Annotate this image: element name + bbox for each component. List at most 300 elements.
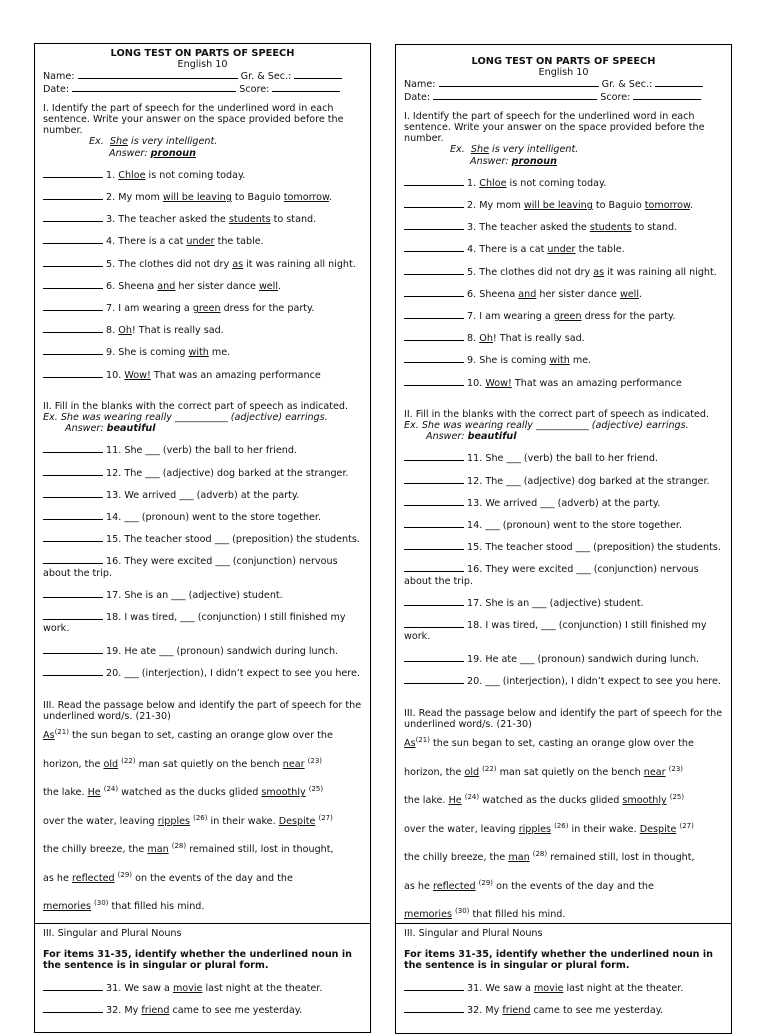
test-title: LONG TEST ON PARTS OF SPEECH <box>110 48 295 59</box>
item-number: (26) <box>554 821 569 830</box>
item-number: (28) <box>532 850 548 859</box>
question-item <box>43 645 362 657</box>
question-item <box>404 266 723 278</box>
passage-text: that filled his mind. <box>469 909 566 921</box>
question-item <box>43 191 362 203</box>
answer-blank[interactable] <box>404 266 464 275</box>
passage-text: the chilly breeze, the <box>404 852 509 864</box>
question-text: to Baguio <box>592 200 645 212</box>
underlined-word: movie <box>533 982 564 994</box>
answer-blank[interactable] <box>404 982 464 991</box>
passage-line <box>43 813 362 845</box>
answer-blank[interactable] <box>43 235 103 244</box>
question-item <box>404 497 723 509</box>
question-text: Sheena <box>118 280 158 292</box>
question-item <box>43 589 362 601</box>
answer-blank[interactable] <box>43 645 103 654</box>
passage-text: on the events of the day and the <box>493 880 654 892</box>
question-item <box>404 653 723 665</box>
answer-blank[interactable] <box>43 533 103 542</box>
part2-example: Ex. She was wearing really ___________ (adjective) earrings. <box>43 412 328 424</box>
question-number: 11. <box>103 445 125 457</box>
answer-blank[interactable] <box>404 519 464 528</box>
passage-line <box>404 764 723 796</box>
item-number: (26) <box>193 813 208 822</box>
question-item <box>404 675 723 687</box>
question-item <box>404 541 723 553</box>
question-item <box>404 288 723 300</box>
part1-example-answer: Answer: pronoun <box>470 155 557 167</box>
part1-example: Ex. She is very intelligent. <box>89 136 218 148</box>
item-number: (25) <box>669 793 685 802</box>
question-text: to stand. <box>631 222 678 234</box>
question-item <box>43 467 362 479</box>
item-number: (27) <box>318 813 333 822</box>
question-number: 13. <box>464 497 486 509</box>
answer-blank[interactable] <box>404 475 464 484</box>
question-text: She is an ___ (adjective) student. <box>485 597 644 609</box>
underlined-word: Chloe <box>118 169 146 181</box>
name-label: Name: <box>404 79 436 91</box>
question-text: is not coming today. <box>506 177 607 189</box>
answer-blank[interactable] <box>43 467 103 476</box>
underlined-word: man <box>147 844 169 856</box>
passage-text: remained still, lost in thought, <box>547 852 695 864</box>
question-item <box>404 452 723 464</box>
question-text: They were excited ___ (conjunction) nervous about the trip. <box>43 556 338 579</box>
item-number: (30) <box>94 899 109 908</box>
underlined-word: Wow! <box>124 369 151 381</box>
question-number: 32. <box>464 1004 486 1016</box>
question-number: 10. <box>464 377 486 389</box>
underlined-word: under <box>186 236 215 248</box>
question-text: Sheena <box>479 288 519 300</box>
part1-items <box>43 169 362 381</box>
underlined-word: near <box>643 766 666 778</box>
underlined-word: old <box>103 758 119 770</box>
question-text: She is coming <box>118 347 189 359</box>
underlined-word: memories <box>404 909 452 921</box>
question-number: 15. <box>103 534 125 546</box>
question-text: ! That is really sad. <box>131 325 224 337</box>
answer-blank[interactable] <box>43 258 103 267</box>
question-item <box>404 982 723 994</box>
answer-blank[interactable] <box>43 511 103 520</box>
name-field[interactable] <box>439 78 599 87</box>
part4-instruction: For items 31-35, identify whether the underlined noun in the sentence is in singular or plural form. <box>43 949 352 972</box>
question-number: 19. <box>103 645 125 657</box>
test-title: LONG TEST ON PARTS OF SPEECH <box>471 56 656 67</box>
underlined-word: as <box>593 266 605 278</box>
underlined-word: students <box>589 222 632 234</box>
question-item <box>43 489 362 501</box>
question-text: We arrived ___ (adverb) at the party. <box>124 489 300 501</box>
question-number: 5. <box>464 266 480 278</box>
score-field[interactable] <box>633 91 701 100</box>
underlined-word: Chloe <box>479 177 507 189</box>
underlined-word: Wow! <box>485 377 512 389</box>
question-text: the table. <box>214 236 264 248</box>
gr-sec-label: Gr. & Sec.: <box>601 79 653 91</box>
question-text: I am wearing a <box>118 303 193 315</box>
question-number: 3. <box>103 214 119 226</box>
question-number: 9. <box>103 347 119 359</box>
question-text: . <box>639 288 643 300</box>
item-number: (22) <box>482 764 497 773</box>
question-number: 18. <box>464 620 486 632</box>
question-text: The ___ (adjective) dog barked at the stranger. <box>485 475 710 487</box>
question-item <box>404 475 723 487</box>
question-text: is not coming today. <box>145 169 246 181</box>
answer-blank[interactable] <box>404 199 464 208</box>
answer-blank[interactable] <box>404 653 464 662</box>
passage-text: in their wake. <box>568 823 640 835</box>
passage-text: man sat quietly on the bench <box>496 766 644 778</box>
question-number: 3. <box>464 222 480 234</box>
answer-blank[interactable] <box>43 369 103 378</box>
question-item <box>43 533 362 545</box>
question-text: The ___ (adjective) dog barked at the stranger. <box>124 467 349 479</box>
part4-instruction: For items 31-35, identify whether the underlined noun in the sentence is in singular or plural form. <box>404 949 713 972</box>
item-number: (29) <box>117 870 133 879</box>
question-number: 1. <box>103 169 119 181</box>
question-number: 7. <box>464 311 480 323</box>
question-item <box>404 243 723 255</box>
question-text: . <box>328 192 333 204</box>
underlined-word: will be leaving <box>523 200 593 212</box>
question-item <box>404 1004 723 1016</box>
underlined-word: reflected <box>432 880 476 892</box>
question-number: 20. <box>464 675 486 687</box>
question-text: She is coming <box>479 355 550 367</box>
question-number: 8. <box>103 325 119 337</box>
question-text: She ___ (verb) the ball to her friend. <box>485 453 658 465</box>
part1-items <box>404 177 723 389</box>
underlined-word: with <box>188 347 209 359</box>
question-item <box>404 199 723 211</box>
question-number: 31. <box>103 982 125 994</box>
underlined-word: As <box>43 730 55 742</box>
answer-blank[interactable] <box>43 302 103 311</box>
question-item <box>43 302 362 314</box>
gr-sec-field[interactable] <box>655 78 703 87</box>
part2-instruction: II. Fill in the blanks with the correct part of speech as indicated. <box>43 400 349 412</box>
answer-blank[interactable] <box>404 497 464 506</box>
question-text: ! That is really sad. <box>492 333 585 345</box>
gr-sec-label: Gr. & Sec.: <box>240 71 292 83</box>
passage-text: horizon, the <box>404 766 465 778</box>
question-item <box>43 324 362 336</box>
item-number: (24) <box>103 785 119 794</box>
question-item <box>404 221 723 233</box>
part2-items <box>43 444 362 678</box>
item-number: (21) <box>54 728 69 737</box>
question-text: The teacher stood ___ (preposition) the students. <box>124 534 360 546</box>
part3-instruction: III. Read the passage below and identify the part of speech for the underlined word/s. (21-30) <box>404 707 723 731</box>
question-text: ___ (interjection), I didn’t expect to see you here. <box>485 675 721 687</box>
score-label: Score: <box>600 91 631 103</box>
question-number: 6. <box>464 288 480 300</box>
answer-blank[interactable] <box>43 589 103 598</box>
question-text: I was tired, ___ (conjunction) I still finished my work. <box>43 612 346 635</box>
question-text: He ate ___ (pronoun) sandwich during lunch. <box>124 645 339 657</box>
part4-heading: III. Singular and Plural Nouns <box>43 928 182 939</box>
question-number: 4. <box>464 244 480 256</box>
question-number: 7. <box>103 303 119 315</box>
question-item <box>404 332 723 344</box>
underlined-word: He <box>448 795 462 807</box>
question-text: to stand. <box>270 214 317 226</box>
answer-blank[interactable] <box>43 489 103 498</box>
underlined-word: memories <box>43 901 91 913</box>
name-row <box>404 78 723 90</box>
answer-blank[interactable] <box>404 452 464 461</box>
passage-text: watched as the ducks glided <box>479 795 623 807</box>
answer-blank[interactable] <box>43 611 103 620</box>
question-text: ___ (pronoun) went to the store together. <box>485 520 683 532</box>
answer-blank[interactable] <box>43 444 103 453</box>
question-text: We saw a <box>124 982 173 994</box>
answer-blank[interactable] <box>404 354 464 363</box>
question-text: last night at the theater. <box>202 982 323 994</box>
question-number: 19. <box>464 653 486 665</box>
underlined-word: Despite <box>278 815 316 827</box>
question-text: My <box>124 1004 142 1016</box>
question-text: her sister dance <box>175 280 259 292</box>
passage-line <box>43 787 362 816</box>
question-text: to Baguio <box>231 192 284 204</box>
question-item <box>43 369 362 381</box>
question-item <box>43 555 362 578</box>
part1-instruction: I. Identify the part of speech for the underlined word in each sentence. Write your answer on the space provided before the number. <box>43 102 344 137</box>
passage-text: over the water, leaving <box>43 815 158 827</box>
score-field[interactable] <box>272 83 340 92</box>
worksheet-content <box>404 56 723 938</box>
item-number: (25) <box>308 785 324 794</box>
question-text: They were excited ___ (conjunction) nervous about the trip. <box>404 564 699 587</box>
underlined-word: near <box>282 758 305 770</box>
answer-blank[interactable] <box>404 563 464 572</box>
underlined-word: As <box>404 738 416 750</box>
question-number: 9. <box>464 355 480 367</box>
answer-blank[interactable] <box>43 346 103 355</box>
passage-text: man sat quietly on the bench <box>135 758 283 770</box>
underlined-word: will be leaving <box>162 192 232 204</box>
question-number: 8. <box>464 333 480 345</box>
item-number: (30) <box>455 907 470 916</box>
question-item <box>404 597 723 609</box>
question-number: 2. <box>103 192 119 204</box>
question-number: 2. <box>464 200 480 212</box>
question-text: I was tired, ___ (conjunction) I still finished my work. <box>404 620 707 643</box>
question-text: dress for the party. <box>581 311 676 323</box>
question-number: 32. <box>103 1004 125 1016</box>
part3-passage <box>43 730 362 930</box>
underlined-word: tomorrow <box>644 200 690 212</box>
answer-blank[interactable] <box>43 982 103 991</box>
answer-blank[interactable] <box>404 541 464 550</box>
question-number: 15. <box>464 542 486 554</box>
underlined-word: He <box>87 787 101 799</box>
question-number: 20. <box>103 667 125 679</box>
answer-blank[interactable] <box>404 310 464 319</box>
answer-blank[interactable] <box>404 243 464 252</box>
question-text: My mom <box>118 192 163 204</box>
date-label: Date: <box>404 91 431 103</box>
underlined-word: under <box>547 244 576 256</box>
question-item <box>43 235 362 247</box>
passage-line <box>404 852 723 881</box>
section-divider <box>35 923 370 1033</box>
answer-blank[interactable] <box>43 191 103 200</box>
answer-blank[interactable] <box>43 324 103 333</box>
answer-blank[interactable] <box>43 667 103 676</box>
name-label: Name: <box>43 71 75 83</box>
answer-blank[interactable] <box>43 1004 103 1013</box>
answer-blank[interactable] <box>404 332 464 341</box>
answer-blank[interactable] <box>404 288 464 297</box>
part4-items <box>404 982 723 1016</box>
answer-blank[interactable] <box>404 221 464 230</box>
passage-text: as he <box>404 880 433 892</box>
question-text: came to see me yesterday. <box>530 1004 664 1016</box>
passage-line <box>404 795 723 824</box>
question-text: He ate ___ (pronoun) sandwich during lunch. <box>485 653 700 665</box>
question-text: last night at the theater. <box>563 982 684 994</box>
question-number: 18. <box>103 612 125 624</box>
passage-text: watched as the ducks glided <box>118 787 262 799</box>
passage-line <box>43 730 362 759</box>
item-number: (23) <box>307 756 323 765</box>
question-item <box>404 619 723 642</box>
passage-text: remained still, lost in thought, <box>186 844 334 856</box>
question-number: 14. <box>464 520 486 532</box>
name-field[interactable] <box>78 70 238 79</box>
underlined-word: smoothly <box>622 795 667 807</box>
answer-blank[interactable] <box>404 619 464 628</box>
underlined-word: smoothly <box>261 787 306 799</box>
item-number: (24) <box>464 793 480 802</box>
passage-text: the lake. <box>43 787 88 799</box>
underlined-word: Oh <box>479 333 493 345</box>
question-text: We arrived ___ (adverb) at the party. <box>485 497 661 509</box>
question-number: 16. <box>103 556 125 568</box>
question-text: She ___ (verb) the ball to her friend. <box>124 445 297 457</box>
answer-blank[interactable] <box>43 280 103 289</box>
part1-example-answer: Answer: pronoun <box>109 147 196 159</box>
question-item <box>43 346 362 358</box>
item-number: (23) <box>668 764 684 773</box>
part1-example: Ex. She is very intelligent. <box>450 144 579 156</box>
date-field[interactable] <box>433 91 597 100</box>
question-text: ___ (interjection), I didn’t expect to see you here. <box>124 667 360 679</box>
question-number: 13. <box>103 489 125 501</box>
passage-text: the sun began to set, casting an orange glow over the <box>429 738 694 750</box>
question-text: There is a cat <box>118 236 187 248</box>
question-item <box>404 563 723 586</box>
question-text: the table. <box>575 244 625 256</box>
passage-line <box>43 870 362 902</box>
passage-text: in their wake. <box>207 815 279 827</box>
score-label: Score: <box>239 83 270 95</box>
question-text: We saw a <box>485 982 534 994</box>
item-number: (21) <box>415 736 430 745</box>
question-text: I am wearing a <box>479 311 554 323</box>
underlined-word: Despite <box>639 823 677 835</box>
passage-line <box>404 821 723 853</box>
passage-line <box>404 878 723 910</box>
answer-blank[interactable] <box>404 177 464 186</box>
passage-text: the lake. <box>404 795 449 807</box>
question-text: it was raining all night. <box>604 266 717 278</box>
answer-blank[interactable] <box>404 1004 464 1013</box>
question-item <box>404 354 723 366</box>
passage-text: over the water, leaving <box>404 823 519 835</box>
question-text: She is an ___ (adjective) student. <box>124 589 283 601</box>
subject-label: English 10 <box>177 59 228 71</box>
question-item <box>43 444 362 456</box>
part3-passage <box>404 738 723 938</box>
gr-sec-field[interactable] <box>294 70 342 79</box>
date-field[interactable] <box>72 83 236 92</box>
passage-line <box>43 844 362 873</box>
question-item <box>43 667 362 679</box>
passage-text: on the events of the day and the <box>132 872 293 884</box>
part1-instruction: I. Identify the part of speech for the underlined word in each sentence. Write your answer on the space provided before the number. <box>404 110 705 145</box>
question-text: The teacher asked the <box>479 222 590 234</box>
answer-blank[interactable] <box>404 377 464 386</box>
underlined-word: old <box>464 766 480 778</box>
question-text: . <box>689 200 694 212</box>
answer-blank[interactable] <box>404 597 464 606</box>
part4-heading: III. Singular and Plural Nouns <box>404 928 543 939</box>
question-text: me. <box>569 355 592 367</box>
part2-instruction: II. Fill in the blanks with the correct part of speech as indicated. <box>404 408 710 420</box>
part2-example: Ex. She was wearing really ___________ (adjective) earrings. <box>404 420 689 432</box>
question-item <box>43 169 362 181</box>
question-item <box>43 280 362 292</box>
question-text: . <box>278 280 282 292</box>
underlined-word: green <box>192 303 221 315</box>
underlined-word: ripples <box>157 815 191 827</box>
answer-blank[interactable] <box>404 675 464 684</box>
underlined-word: friend <box>502 1004 531 1016</box>
answer-blank[interactable] <box>43 169 103 178</box>
passage-text: the chilly breeze, the <box>43 844 148 856</box>
question-text: The teacher stood ___ (preposition) the students. <box>485 542 721 554</box>
question-item <box>43 258 362 270</box>
question-text: came to see me yesterday. <box>169 1004 303 1016</box>
question-item <box>404 177 723 189</box>
underlined-word: and <box>518 288 537 300</box>
question-number: 10. <box>103 369 125 381</box>
question-number: 12. <box>103 467 125 479</box>
date-row <box>43 83 362 95</box>
underlined-word: with <box>549 355 570 367</box>
answer-blank[interactable] <box>43 555 103 564</box>
date-label: Date: <box>43 83 70 95</box>
question-number: 31. <box>464 982 486 994</box>
passage-line <box>404 738 723 767</box>
question-number: 17. <box>464 597 486 609</box>
date-row <box>404 91 723 103</box>
question-item <box>43 982 362 994</box>
answer-blank[interactable] <box>43 213 103 222</box>
item-number: (29) <box>478 878 494 887</box>
passage-text: the sun began to set, casting an orange glow over the <box>68 730 333 742</box>
question-item <box>43 1004 362 1016</box>
worksheet-right <box>395 44 732 1034</box>
